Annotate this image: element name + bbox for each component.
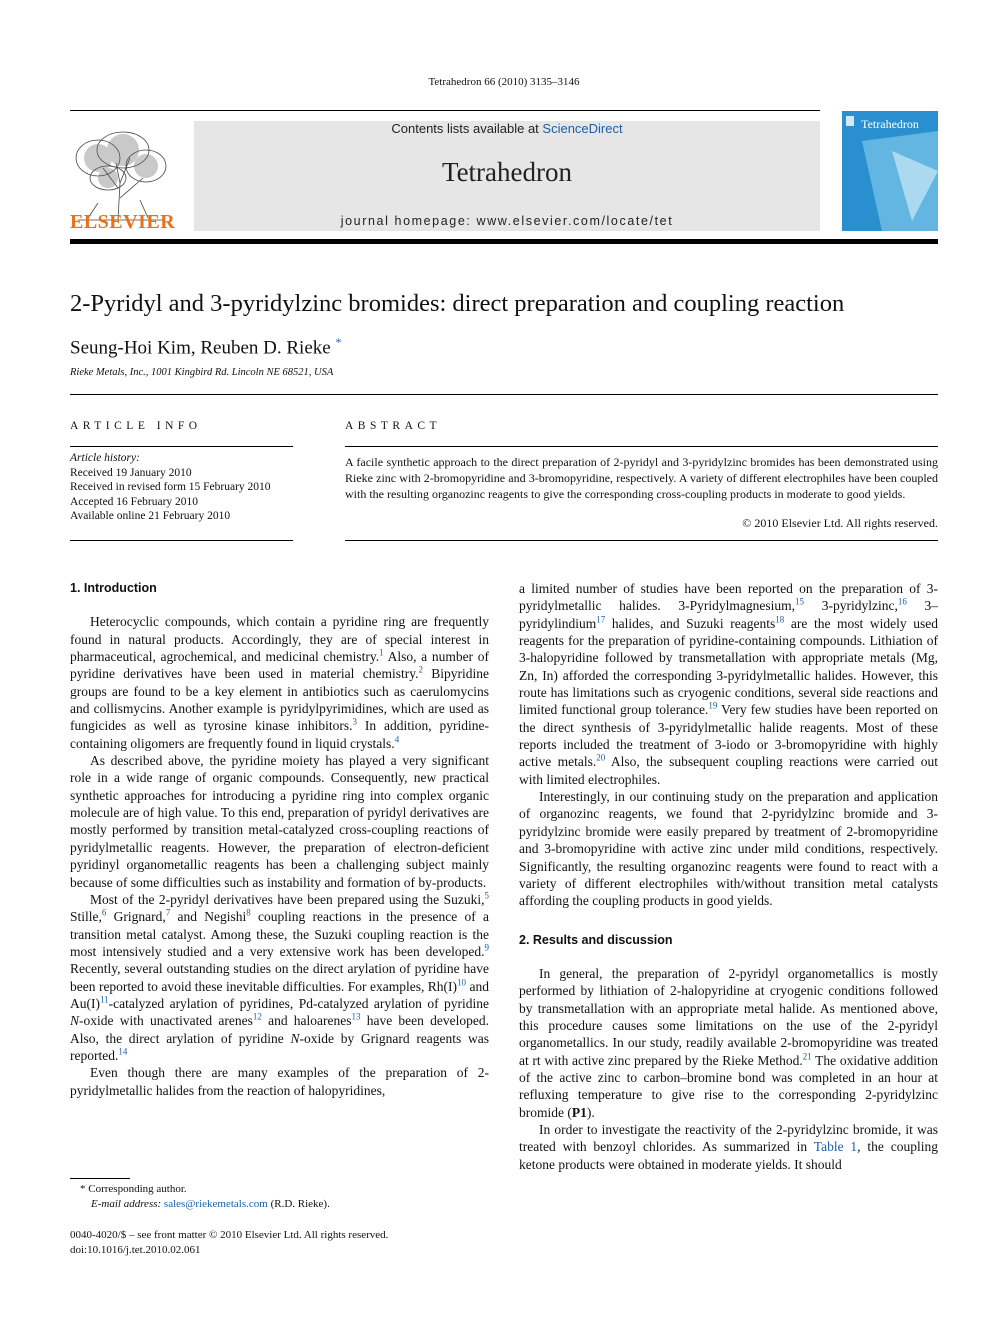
citation-ref[interactable]: 4 [394,734,400,745]
body-column-left [70,580,489,1099]
corresponding-author-note: * Corresponding author. [80,1183,187,1195]
footnote-rule [70,1178,130,1179]
affiliation: Rieke Metals, Inc., 1001 Kingbird Rd. Lincoln NE 68521, USA [70,367,334,378]
body-column-right [519,580,938,1173]
text-span: Also, the subsequent coupling reactions were carried out with limited electrophiles. [519,754,938,787]
text-span: 3–pyridylindium [519,598,938,631]
citation-ref[interactable]: 14 [118,1046,128,1057]
article-history [70,451,310,524]
history-label: Article history: [70,452,140,464]
abstract-rule-bottom [345,540,938,541]
citation-ref[interactable]: 19 [708,700,718,711]
text-span: have been developed. Also, the direct arylation of pyridine [70,1013,489,1046]
text-span: In general, the preparation of 2-pyridyl organometallics is mostly performed by lithiation of 2-halopyridine at cryogenic conditions followed by transmetallation with an appropriate metal halide. As mentioned above, this procedure causes some limitations on the use of the 2-pyridyl organometallics. In our study, readily available 2-bromopyridine was treated at rt with active zinc prepared by the Rieke Method. [519,965,938,1068]
text-span: Grignard, [106,909,166,925]
results-paragraph-2 [519,1121,938,1173]
abstract-rule-top [345,446,938,447]
results-paragraph-1 [519,965,938,1121]
citation-ref[interactable]: 17 [596,614,606,625]
journal-cover-image[interactable] [842,111,938,231]
history-received: Received 19 January 2010 [70,466,192,479]
text-span: The oxidative addition of the active zinc to carbon–bromine bond was completed in an hour at refluxing temperature to give rise to the corresponding 2-pyridylzinc bromide ( [519,1052,938,1120]
citation-ref[interactable]: 1 [379,647,384,658]
contents-prefix: Contents lists available at [391,121,543,136]
article-info-rule-top [70,446,293,447]
citation-ref[interactable]: 21 [802,1051,812,1062]
citation-ref[interactable]: 2 [418,664,423,675]
text-span: Heterocyclic compounds, which contain a pyridine ring are frequently found in natural products. Accordingly, they are of special interest in pharmaceutical, agrochemical, and medicinal chemistry. [70,614,489,665]
intro-paragraph-5: Interestingly, in our continuing study on the preparation and application of organozinc reagents, we found that 2-pyridylzinc bromide and 3-pyridylzinc bromide were easily prepared by treatment of 2-bromopyridine and 3-bromopyridine with active zinc under mild conditions, respectively. Significantly, the resulting organozinc reagents were found to react with a variety of different electrophiles with/without transition metal catalysts affording the coupling products in good yields. [519,789,938,909]
intro-paragraph-1 [70,613,489,752]
citation-ref[interactable]: 7 [165,907,171,918]
text-span: Most of the 2-pyridyl derivatives have been prepared using the Suzuki, [90,891,485,907]
sciencedirect-link[interactable]: ScienceDirect [542,121,623,136]
header-top-rule [70,110,820,111]
text-span: Very few studies have been reported on the direct synthesis of 3-pyridylmetallic halide reagents. Most of these reports included the treatment of 3-iodo or 3-bromopyridine with highly active metals. [519,702,938,770]
text-span: a limited number of studies have been reported on the preparation of 3-pyridylmetallic halides. 3-Pyridylmagnesium, [519,581,938,614]
history-revised: Received in revised form 15 February 2010 [70,481,271,493]
journal-homepage[interactable]: journal homepage: www.elsevier.com/locate/tet [340,214,674,228]
citation-ref[interactable]: 9 [484,942,489,953]
title-divider [70,394,938,395]
email-label: E-mail address: [91,1198,164,1210]
article-info-heading: ARTICLE INFO [70,420,202,432]
text-span: Stille, [70,909,102,925]
italic-n: N [290,1030,300,1046]
footnote-corresponding [80,1182,500,1212]
text-span: -oxide by Grignard reagents was reported. [70,1030,489,1063]
abstract-heading: ABSTRACT [345,420,442,432]
text-span: and Au(I) [70,978,489,1011]
journal-title: Tetrahedron [441,157,573,187]
abstract-copyright: © 2010 Elsevier Ltd. All rights reserved. [742,516,938,530]
text-span: are the most widely used reagents for the preparation of pyridine-containing compounds. Lithiation of 3-halopyridine followed by transmetallation with appropriate metals (Mg, Zn, In) afforded the corresponding 3-pyridylmetallic halides. However, this route has limitations such as cryogenic conditions, several side reactions and limited functional group tolerance. [519,615,938,718]
citation-ref[interactable]: 18 [775,614,785,625]
results-heading: 2. Results and discussion [519,932,673,947]
history-online: Available online 21 February 2010 [70,510,231,522]
journal-citation: Tetrahedron 66 (2010) 3135–3146 [428,76,580,88]
citation-ref[interactable]: 11 [100,994,109,1005]
front-matter [70,1228,570,1258]
citation-ref[interactable]: 8 [246,907,251,918]
text-span: -catalyzed arylation of pyridines, Pd-catalyzed arylation of pyridine [108,995,489,1011]
corresponding-author-marker[interactable]: * [335,335,342,349]
citation-ref[interactable]: 12 [252,1011,262,1022]
intro-paragraph-2: As described above, the pyridine moiety has played a very significant role in a wide range of organic compounds. Consequently, new practical synthetic approaches for introducing a pyridine ring into complex organic molecule are of high value. To this end, preparation of pyridyl derivatives are mostly performed by transition metal-catalyzed cross-coupling reactions of pyridylmetallic reagents. However, the preparation of electron-deficient pyridinyl organometallic reagents has been a challenging subject mainly because of some difficulties such as instability and formation of by-products. [70,753,489,890]
citation-ref[interactable]: 10 [457,977,467,988]
text-span: Also, a number of pyridine derivatives have been used in material chemistry. [70,649,489,682]
abstract-text: A facile synthetic approach to the direct preparation of 2-pyridyl and 3-pyridylzinc bromides has been demonstrated using Rieke zinc with 2-bromopyridine and 3-bromopyridine, respectively. A variety of different electrophiles have been coupled with the resulting organozinc reagents to give the corresponding cross-coupling products in moderate to good yields. [345,455,938,501]
authors: Seung-Hoi Kim, Reuben D. Rieke [70,337,331,359]
email-link[interactable]: sales@riekemetals.com [163,1198,268,1210]
citation-ref[interactable]: 15 [795,596,805,607]
intro-paragraph-3 [70,891,489,1064]
doi-line[interactable]: doi:10.1016/j.tet.2010.02.061 [70,1244,201,1256]
text-span: ). [586,1104,595,1120]
text-span: halides, and Suzuki reagents [605,615,776,631]
text-span: and Negishi [170,909,247,925]
text-span: Bipyridine groups are found to be a key element in antibiotics such as caerulomycins and collismycins. Another example is pyridylpyrimidines, which are used as fungicides as well as tyrosine kinase inhibitors. [70,666,489,734]
author-list [70,335,341,359]
text-span: In addition, pyridine-containing oligomers are frequently found in liquid crystals. [70,718,489,751]
text-span: Recently, several outstanding studies on the direct arylation of pyridine have been reported to avoid these inevitable difficulties. For examples, Rh(I) [70,961,489,994]
citation-ref[interactable]: 13 [351,1011,361,1022]
article-info-rule-bottom [70,540,293,541]
article-title: 2-Pyridyl and 3-pyridylzinc bromides: direct preparation and coupling reaction [70,290,845,317]
text-span: In order to investigate the reactivity of the 2-pyridylzinc bromide, it was treated with benzoyl chlorides. As summarized in [519,1121,938,1155]
text-span: , the coupling ketone products were obtained in moderate yields. It should [519,1139,938,1172]
intro-paragraph-4: Even though there are many examples of the preparation of 2-pyridylmetallic halides from the reaction of halopyridines, [70,1065,489,1098]
email-line [80,1197,500,1212]
citation-ref[interactable]: 3 [352,716,357,727]
contents-line [194,121,820,136]
citation-ref[interactable]: 6 [101,907,107,918]
italic-n: N [70,1013,80,1029]
email-suffix: (R.D. Rieke). [267,1198,330,1210]
history-accepted: Accepted 16 February 2010 [70,495,199,508]
text-span: -oxide with unactivated arenes [79,1013,253,1029]
header-thick-rule [70,239,938,244]
text-span: and haloarenes [261,1013,352,1029]
citation-ref[interactable]: 5 [484,890,489,901]
issn-line: 0040-4020/$ – see front matter © 2010 Elsevier Ltd. All rights reserved. [70,1229,389,1241]
compound-label: P1 [571,1104,587,1120]
cover-title: Tetrahedron [861,117,919,131]
text-span: 3-pyridylzinc, [804,598,898,614]
citation-ref[interactable]: 20 [596,752,606,763]
intro-paragraph-4-cont [519,580,938,788]
citation-ref[interactable]: 16 [897,596,907,607]
table-1-link[interactable]: Table 1 [813,1139,858,1155]
elsevier-wordmark[interactable]: ELSEVIER [70,211,176,233]
introduction-heading: 1. Introduction [70,581,157,595]
text-span: coupling reactions in the presence of a transition metal catalyst. Among these, the Suzuki coupling reaction is the most intensively studied and a very extensive work has been developed. [70,909,490,959]
